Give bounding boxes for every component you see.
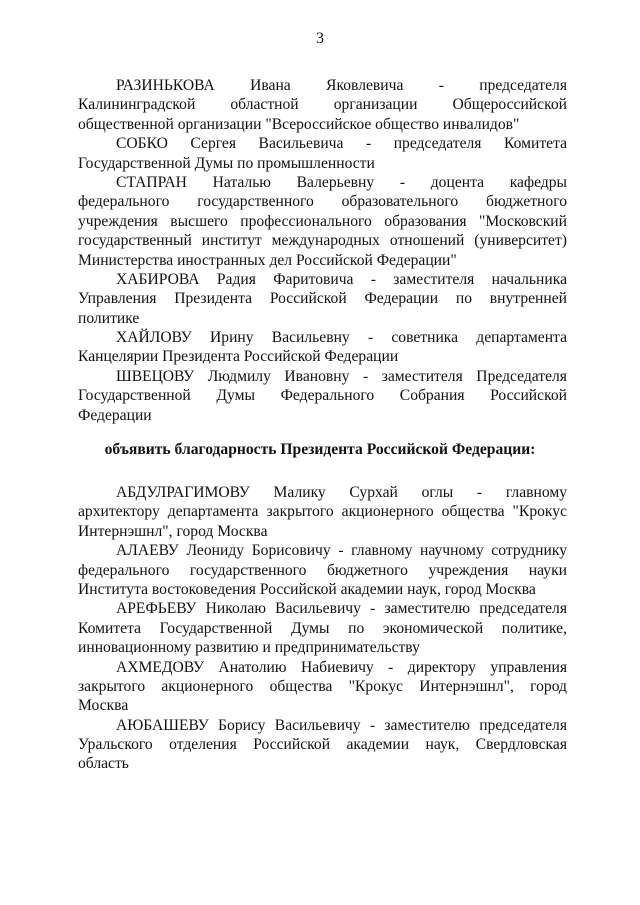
entry-line: федерального государственного бюджетного учреждения науки [78, 561, 567, 579]
entry [78, 270, 567, 328]
entry-line: АХМЕДОВУ Анатолию Набиевичу - директору управления [116, 658, 567, 676]
entry [78, 599, 567, 657]
entry-line: Министерства иностранных дел Российской Федерации" [78, 251, 457, 269]
entry-line: Канцелярии Президента Российской Федерации [78, 348, 399, 366]
entry [78, 134, 567, 173]
entry-line: ХАБИРОВА Радия Фаритовича - заместителя начальника [116, 270, 567, 288]
page-number: 3 [316, 30, 324, 47]
entry-line: Федерации [78, 406, 152, 424]
entry [78, 328, 567, 367]
entry-line: Управления Президента Российской Федерации по внутренней [78, 290, 567, 308]
awardees-list-1 [78, 76, 567, 425]
entry-line: Москва [78, 697, 129, 715]
entry-line: государственный институт международных отношений (университет) [78, 232, 567, 250]
entry-line: АЛАЕВУ Леониду Борисовичу - главному научному сотруднику [116, 542, 567, 560]
entry [78, 716, 567, 774]
entry-line: Комитета Государственной Думы по экономической политике, [78, 619, 567, 637]
entry-line: инновационному развитию и предпринимательству [78, 639, 420, 657]
entry-line: ХАЙЛОВУ Ирину Васильевну - советника департамента [116, 329, 567, 347]
entry-line: Института востоковедения Российской академии наук, город Москва [78, 580, 536, 598]
entry [78, 541, 567, 599]
entry-line: Уральского отделения Российской академии наук, Свердловская [78, 736, 567, 754]
entry [78, 76, 567, 134]
entry [78, 367, 567, 425]
entry [78, 658, 567, 716]
entry-line: область [78, 755, 129, 773]
entry-line: РАЗИНЬКОВА Ивана Яковлевича - председателя [116, 77, 567, 94]
entry-line: архитектору департамента закрытого акционерного общества "Крокус [78, 503, 567, 521]
entry-line: СОБКО Сергея Васильевича - председателя Комитета [116, 135, 567, 153]
entry-line: учреждения высшего профессионального образования "Московский [78, 212, 567, 230]
entry-line: Государственной Думы Федерального Собрания Российской [78, 387, 567, 405]
entry-line: СТАПРАН Наталью Валерьевну - доцента кафедры [116, 173, 567, 191]
entry-line: АЮБАШЕВУ Борису Васильевичу - заместителю председателя [116, 716, 567, 734]
entry-line: Калининградской областной организации Общероссийской [78, 96, 567, 114]
entry [78, 173, 567, 270]
entry-line: ШВЕЦОВУ Людмилу Ивановну - заместителя Председателя [116, 367, 567, 385]
entry-line: Государственной Думы по промышленности [78, 154, 375, 172]
entry-line: федерального государственного образовательного бюджетного [78, 193, 567, 211]
section-heading: объявить благодарность Президента Российской Федерации: [104, 441, 536, 458]
entry [78, 483, 567, 541]
entry-line: закрытого акционерного общества "Крокус Интернэшнл", город [78, 677, 567, 695]
entry-line: общественной организации "Всероссийское общество инвалидов" [78, 115, 520, 133]
entry-line: политике [78, 309, 140, 327]
entry-line: АБДУЛРАГИМОВУ Малику Сурхай оглы - главному [116, 484, 567, 501]
entry-line: Интернэшнл", город Москва [78, 522, 268, 540]
awardees-list-2 [78, 483, 567, 774]
entry-line: АРЕФЬЕВУ Николаю Васильевичу - заместителю председателя [116, 600, 567, 618]
